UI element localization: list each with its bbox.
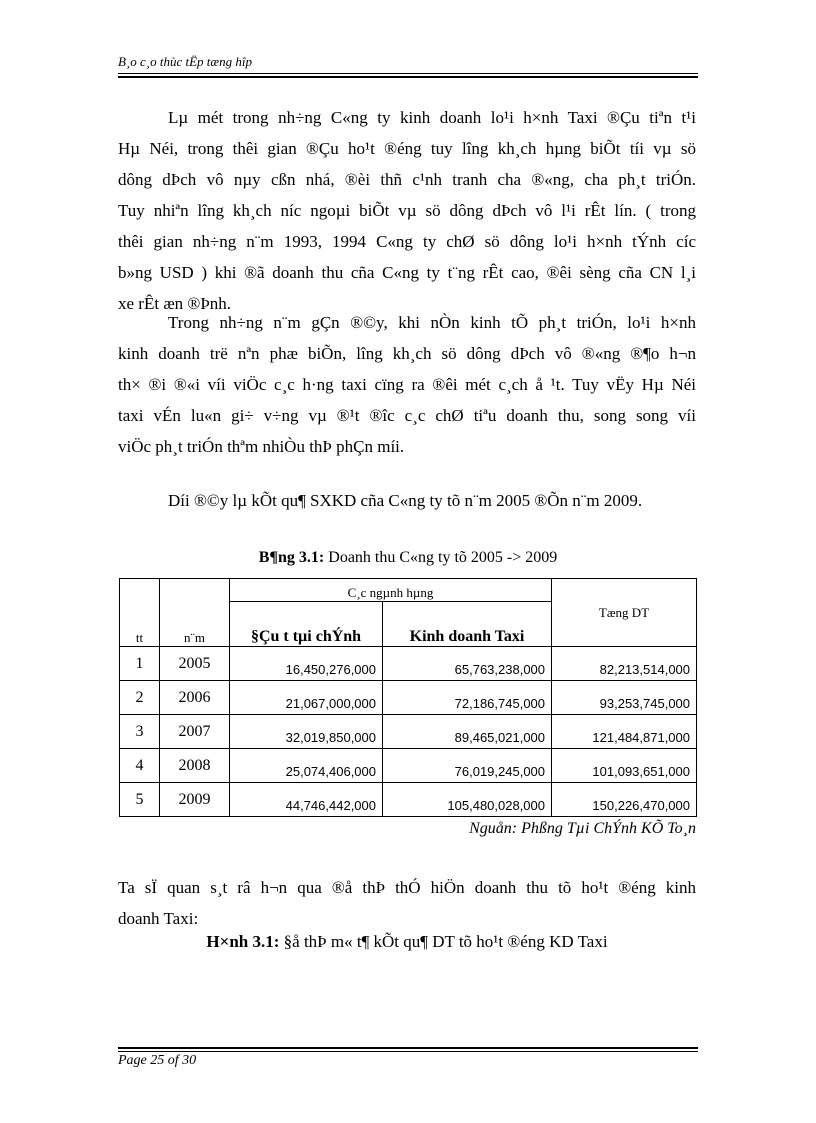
- cell-year: 2009: [160, 783, 230, 817]
- cell-tt: 2: [120, 681, 160, 715]
- table-row: [120, 681, 697, 715]
- footer-rule: [118, 1051, 698, 1052]
- revenue-table: [119, 578, 697, 817]
- cell-taxi: 76,019,245,000: [383, 749, 552, 783]
- table-row: [120, 647, 697, 681]
- cell-total: 101,093,651,000: [552, 749, 697, 783]
- table-intro: Díi ®©y lµ kÕt qu¶ SXKD cña C«ng ty tõ n¨m 2005 ®Õn n¨m 2009.: [168, 491, 643, 510]
- footer-page-number: Page 25 of 30: [118, 1053, 197, 1068]
- cell-taxi: 89,465,021,000: [383, 715, 552, 749]
- col-header-investment: §Çu t tµi chÝnh: [230, 602, 383, 647]
- paragraph-line: th× ®i ®«i víi viÖc c¸c h·ng taxi cïng ra ®êi mét c¸ch å ¹t. Tuy vËy Hµ Néi: [118, 375, 696, 394]
- col-header-tt: tt: [120, 579, 160, 647]
- paragraph-2: [118, 307, 696, 462]
- cell-investment: 44,746,442,000: [230, 783, 383, 817]
- cell-total: 82,213,514,000: [552, 647, 697, 681]
- cell-year: 2005: [160, 647, 230, 681]
- header-title: B¸o c¸o thùc tËp tæng hîp: [118, 54, 252, 69]
- footer-rule-thick: [118, 1047, 698, 1049]
- table-row: [120, 783, 697, 817]
- cell-investment: 32,019,850,000: [230, 715, 383, 749]
- paragraph-line: viÖc ph¸t triÓn thªm nhiÒu thÞ phÇn míi.: [118, 437, 405, 456]
- paragraph-line: thêi gian nh÷ng n¨m 1993, 1994 C«ng ty chØ sö dông lo¹i h×nh tÝnh cíc: [118, 232, 696, 251]
- paragraph-line: Trong nh÷ng n¨m gÇn ®©y, khi nÒn kinh tÕ ph¸t triÓn, lo¹i h×nh: [168, 313, 696, 332]
- col-header-year: n¨m: [160, 579, 230, 647]
- header-rule-thick: [118, 76, 698, 78]
- cell-taxi: 105,480,028,000: [383, 783, 552, 817]
- paragraph-line: b»ng USD ) khi ®ã doanh thu cña C«ng ty t¨ng rÊt cao, ®êi sèng cña CN l¸i: [118, 263, 696, 282]
- table-row: [120, 749, 697, 783]
- table-row: [120, 715, 697, 749]
- cell-investment: 25,074,406,000: [230, 749, 383, 783]
- paragraph-line: dông dÞch vô nµy cßn nhá, ®èi thñ c¹nh tranh cha ®«ng, cha ph¸t triÓn.: [118, 170, 696, 189]
- cell-total: 121,484,871,000: [552, 715, 697, 749]
- table-header-row: [120, 579, 697, 602]
- header-rule: [118, 73, 698, 74]
- cell-year: 2008: [160, 749, 230, 783]
- col-header-taxi: Kinh doanh Taxi: [383, 602, 552, 647]
- paragraph-line: doanh Taxi:: [118, 909, 199, 928]
- cell-total: 93,253,745,000: [552, 681, 697, 715]
- table-caption: [120, 549, 696, 567]
- cell-investment: 16,450,276,000: [230, 647, 383, 681]
- col-header-total: Tæng DT: [552, 579, 697, 647]
- table-caption-label: B¶ng 3.1:: [258, 549, 325, 566]
- figure-caption-text: §å thÞ m« t¶ kÕt qu¶ DT tõ ho¹t ®éng KD Taxi: [279, 932, 608, 951]
- paragraph-line: Lµ mét trong nh÷ng C«ng ty kinh doanh lo¹i h×nh Taxi ®Çu tiªn t¹i: [168, 108, 696, 127]
- table-caption-text: Doanh thu C«ng ty tõ 2005 -> 2009: [324, 549, 558, 566]
- paragraph-line: xe rÊt æn ®Þnh.: [118, 294, 232, 313]
- cell-investment: 21,067,000,000: [230, 681, 383, 715]
- table-source: Nguån: Phßng Tµi ChÝnh KÕ To¸n: [469, 820, 696, 837]
- cell-tt: 5: [120, 783, 160, 817]
- paragraph-1: [118, 102, 696, 319]
- col-group-header: C¸c ngµnh hµng: [230, 579, 552, 602]
- cell-taxi: 72,186,745,000: [383, 681, 552, 715]
- cell-tt: 1: [120, 647, 160, 681]
- paragraph-line: Ta sÏ quan s¸t râ h¬n qua ®å thÞ thÓ hiÖn doanh thu tõ ho¹t ®éng kinh: [118, 878, 696, 897]
- cell-tt: 3: [120, 715, 160, 749]
- figure-caption-label: H×nh 3.1:: [206, 932, 280, 951]
- paragraph-line: Tuy nhiªn lîng kh¸ch níc ngoµi biÕt vµ sö dông dÞch vô l¹i rÊt lín. ( trong: [118, 201, 696, 220]
- cell-year: 2007: [160, 715, 230, 749]
- paragraph-3: [118, 872, 696, 934]
- paragraph-line: taxi vÉn lu«n gi÷ v÷ng vµ ®¹t ®îc c¸c chØ tiªu doanh thu, song song víi: [118, 406, 696, 425]
- cell-total: 150,226,470,000: [552, 783, 697, 817]
- cell-taxi: 65,763,238,000: [383, 647, 552, 681]
- paragraph-line: kinh doanh trë nªn phæ biÕn, lîng kh¸ch sö dông dÞch vô ®«ng ®¶o h¬n: [118, 344, 696, 363]
- figure-caption: [118, 932, 696, 952]
- paragraph-line: Hµ Néi, trong thêi gian ®Çu ho¹t ®éng tuy lîng kh¸ch hµng biÕt tíi vµ sö: [118, 139, 696, 158]
- cell-year: 2006: [160, 681, 230, 715]
- cell-tt: 4: [120, 749, 160, 783]
